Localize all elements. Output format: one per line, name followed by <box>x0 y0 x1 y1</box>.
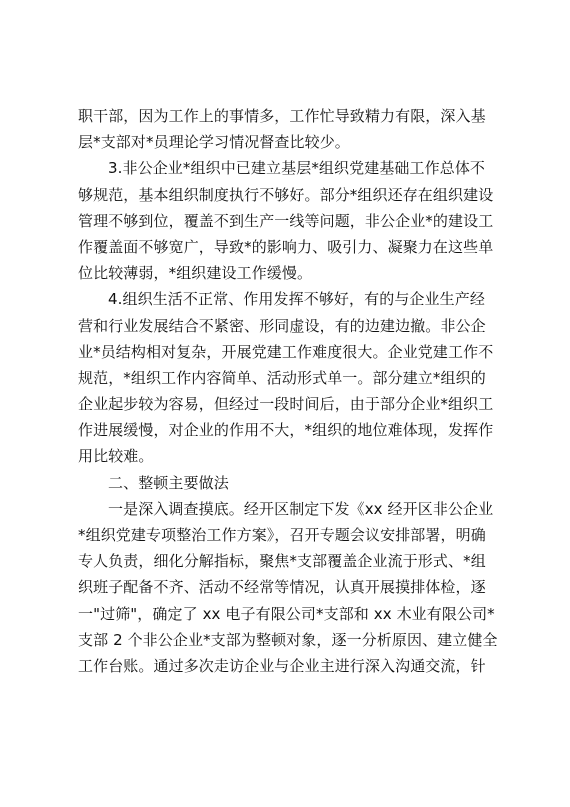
text-line: 规范，*组织工作内容简单、活动形式单一。部分建立*组织的 <box>78 368 486 387</box>
text-line: 位比较薄弱，*组织建设工作缓慢。 <box>78 264 313 283</box>
text-line: 3.非公企业*组织中已建立基层*组织党建基础工作总体不 <box>108 159 486 178</box>
text-line: 用比较难。 <box>78 447 154 466</box>
text-line: 工作台账。通过多次走访企业与企业主进行深入沟通交流，针 <box>78 656 486 675</box>
text-line: 营和行业发展结合不紧密、形同虚设，有的边建边撤。非公企 <box>78 316 486 335</box>
text-line: 够规范，基本组织制度执行不够好。部分*组织还存在组织建设 <box>78 185 494 204</box>
body-text <box>78 103 498 679</box>
text-line: 一是深入调查摸底。经开区制定下发《xx 经开区非公企业 <box>108 499 494 518</box>
text-line: 企业起步较为容易，但经过一段时间后，由于部分企业*组织工 <box>78 395 494 414</box>
text-line: 管理不够到位，覆盖不到生产一线等问题，非公企业*的建设工 <box>78 211 494 230</box>
text-line: 一"过筛"，确定了 xx 电子有限公司*支部和 xx 木业有限公司* <box>78 604 495 623</box>
text-line: 织班子配备不齐、活动不经常等情况，认真开展摸排体检，逐 <box>78 578 486 597</box>
text-line: 专人负责，细化分解指标，聚焦*支部覆盖企业流于形式、*组 <box>78 552 486 571</box>
text-line: *组织党建专项整治工作方案》，召开专题会议安排部署，明确 <box>78 526 486 544</box>
text-line: 层*支部对*员理论学习情况督查比较少。 <box>78 133 350 152</box>
text-line: 4.组织生活不正常、作用发挥不够好，有的与企业生产经 <box>108 290 485 309</box>
text-line: 作覆盖面不够宽广，导致*的影响力、吸引力、凝聚力在这些单 <box>78 237 494 256</box>
text-line: 支部 2 个非公企业*支部为整顿对象，逐一分析原因、建立健全 <box>78 630 498 649</box>
text-line: 业*员结构相对复杂，开展党建工作难度很大。企业党建工作不 <box>78 342 494 361</box>
text-line: 职干部，因为工作上的事情多，工作忙导致精力有限，深入基 <box>78 107 486 125</box>
text-line: 作进展缓慢，对企业的作用不大，*组织的地位难体现，发挥作 <box>78 421 494 440</box>
section-heading: 二、整顿主要做法 <box>108 473 229 492</box>
